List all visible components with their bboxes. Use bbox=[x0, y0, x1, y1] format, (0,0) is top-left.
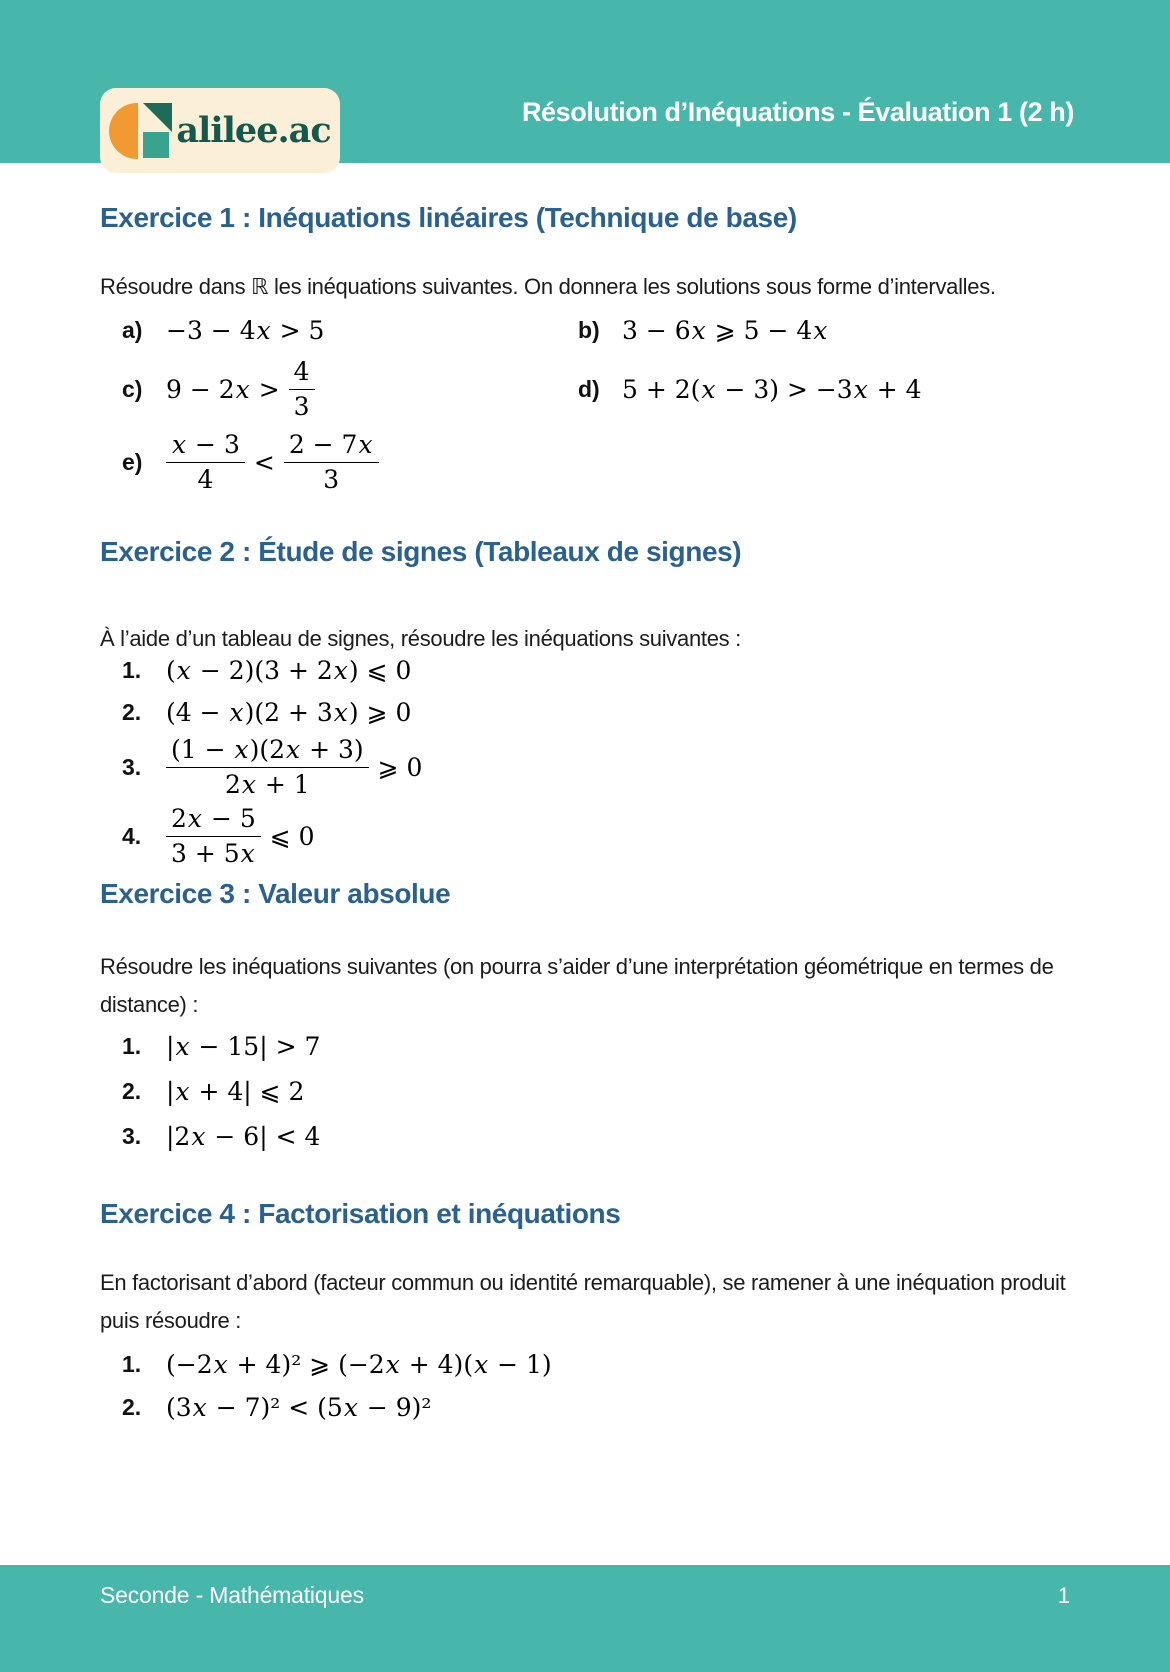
item-b bbox=[578, 312, 1022, 348]
logo-triangle-icon bbox=[143, 103, 172, 132]
item-label: 4. bbox=[122, 823, 142, 849]
item-math: (−2x + 4)² ⩾ (−2x + 4)(x − 1) bbox=[166, 1349, 552, 1379]
intro-line: puis résoudre : bbox=[100, 1308, 242, 1333]
page-footer bbox=[0, 1565, 1170, 1672]
item-label: 2. bbox=[122, 698, 142, 725]
item-math: (x − 2)(3 + 2x) ⩽ 0 bbox=[166, 655, 412, 685]
item-label: a) bbox=[122, 316, 143, 343]
exercise2-title: Exercice 2 : Étude de signes (Tableaux de signes) bbox=[100, 536, 742, 567]
footer-course-label: Seconde - Mathématiques bbox=[100, 1582, 364, 1608]
item-3 bbox=[122, 1118, 320, 1154]
exercise1-title: Exercice 1 : Inéquations linéaires (Technique de base) bbox=[100, 202, 797, 233]
exercise2-items bbox=[122, 652, 422, 868]
exercise4-items bbox=[122, 1346, 552, 1425]
exercise3-intro bbox=[100, 948, 1054, 1024]
item-math: 3 − 6x ⩾ 5 − 4x bbox=[622, 315, 828, 345]
item-math-rhs: ⩾ 0 bbox=[377, 753, 423, 782]
item-math-lhs: 9 − 2x > bbox=[166, 375, 280, 404]
item-label: 3. bbox=[122, 754, 142, 780]
item-label: e) bbox=[122, 449, 143, 475]
intro-line: Résoudre les inéquations suivantes (on pourra s’aider d’une interprétation géométrique en termes de bbox=[100, 954, 1054, 979]
item-label: 3. bbox=[122, 1122, 142, 1149]
item-label: 1. bbox=[122, 656, 142, 683]
logo-orange-halfdisc-icon bbox=[109, 103, 138, 159]
item-math: (3x − 7)² < (5x − 9)² bbox=[166, 1392, 432, 1422]
intro-line: distance) : bbox=[100, 992, 199, 1017]
item-2 bbox=[122, 694, 422, 730]
item-c bbox=[122, 358, 578, 421]
item-1 bbox=[122, 652, 422, 688]
exercise4-title: Exercice 4 : Factorisation et inéquations bbox=[100, 1198, 621, 1229]
item-3 bbox=[122, 736, 422, 799]
item-label: 1. bbox=[122, 1350, 142, 1377]
fraction-denominator: 3 + 5x bbox=[171, 839, 255, 868]
item-math: |2x − 6| < 4 bbox=[166, 1121, 321, 1151]
intro-line: En factorisant d’abord (facteur commun ou identité remarquable), se ramener à une inéquation produit bbox=[100, 1270, 1066, 1295]
item-e bbox=[122, 431, 578, 494]
logo-g-icon bbox=[109, 103, 173, 159]
fraction bbox=[166, 736, 369, 799]
intro-line: Résoudre dans ℝ les inéquations suivantes. On donnera les solutions sous forme d’intervalles. bbox=[100, 274, 996, 299]
fraction bbox=[166, 431, 245, 494]
fraction-denominator: 2x + 1 bbox=[224, 770, 310, 799]
item-label: c) bbox=[122, 376, 143, 402]
item-1 bbox=[122, 1028, 320, 1064]
item-label: b) bbox=[578, 316, 600, 343]
item-label: 2. bbox=[122, 1393, 142, 1420]
item-2 bbox=[122, 1073, 320, 1109]
item-4 bbox=[122, 805, 422, 868]
fraction-denominator: 3 bbox=[323, 465, 340, 494]
page-header bbox=[0, 0, 1170, 163]
fraction-numerator: 2 − 7x bbox=[284, 431, 379, 463]
exercise3-title: Exercice 3 : Valeur absolue bbox=[100, 878, 451, 909]
logo-text: alilee.ac bbox=[176, 110, 331, 151]
item-2 bbox=[122, 1389, 552, 1425]
logo-square-icon bbox=[143, 132, 169, 158]
fraction-numerator: 4 bbox=[289, 358, 315, 390]
fraction bbox=[166, 805, 261, 868]
exercise1-intro bbox=[100, 268, 996, 306]
exercise4-intro bbox=[100, 1264, 1065, 1340]
item-1 bbox=[122, 1346, 552, 1382]
fraction-denominator: 3 bbox=[293, 392, 310, 421]
fraction bbox=[284, 431, 379, 494]
fraction-numerator: (1 − x)(2x + 3) bbox=[166, 736, 369, 768]
exercise1-items bbox=[122, 312, 1022, 494]
logo bbox=[100, 88, 340, 173]
item-label: 2. bbox=[122, 1077, 142, 1104]
document-title: Résolution d’Inéquations - Évaluation 1 (2 h) bbox=[521, 97, 1074, 127]
item-math: 5 + 2(x − 3) > −3x + 4 bbox=[622, 375, 922, 404]
item-d bbox=[578, 372, 1022, 408]
item-a bbox=[122, 312, 578, 348]
exercise3-items bbox=[122, 1028, 320, 1154]
item-label: d) bbox=[578, 376, 600, 402]
fraction-numerator: x − 3 bbox=[166, 431, 245, 463]
item-math: |x − 15| > 7 bbox=[166, 1031, 321, 1061]
comparison-operator: < bbox=[253, 448, 275, 477]
item-math-rhs: ⩽ 0 bbox=[269, 822, 315, 851]
intro-line: À l’aide d’un tableau de signes, résoudre les inéquations suivantes : bbox=[100, 626, 741, 651]
fraction-denominator: 4 bbox=[197, 465, 214, 494]
fraction bbox=[289, 358, 315, 421]
page-number: 1 bbox=[1057, 1583, 1070, 1608]
item-math: |x + 4| ⩽ 2 bbox=[166, 1076, 305, 1106]
fraction-numerator: 2x − 5 bbox=[166, 805, 261, 837]
item-math: (4 − x)(2 + 3x) ⩾ 0 bbox=[166, 697, 412, 727]
item-math: −3 − 4x > 5 bbox=[166, 315, 325, 345]
item-label: 1. bbox=[122, 1032, 142, 1059]
